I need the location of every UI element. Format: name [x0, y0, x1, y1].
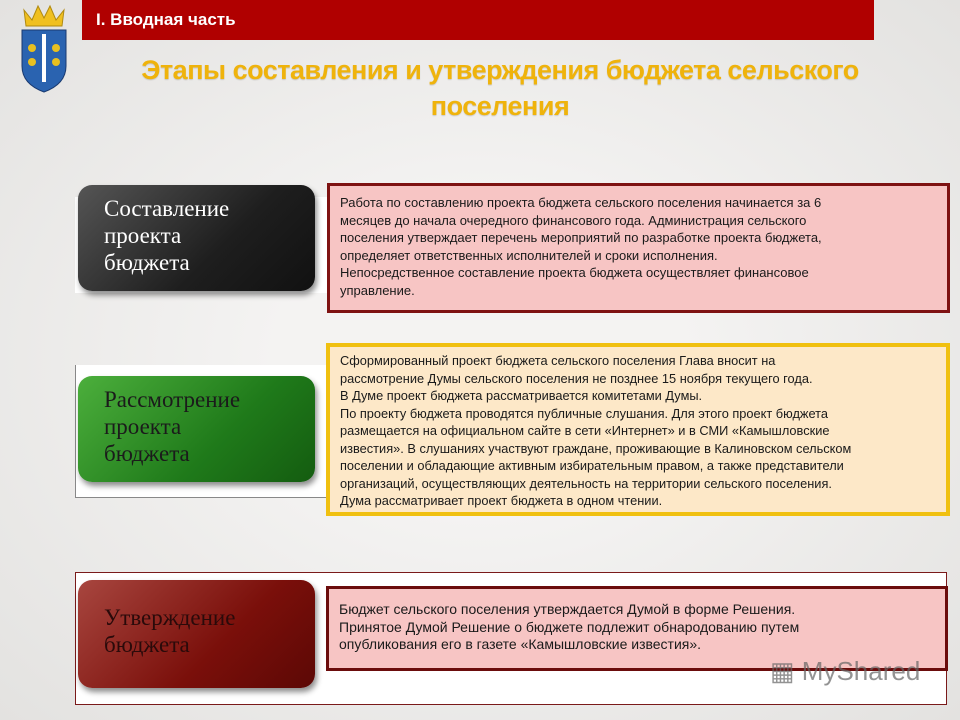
title-line: поселения [430, 91, 570, 121]
text-line: опубликования его в газете «Камышловские известия». [339, 636, 702, 652]
label-line: проекта [104, 223, 182, 248]
text-line: По проекту бюджета проводятся публичные слушания. Для этого проект бюджета [340, 405, 829, 421]
text-line: месяцев до начала очередного финансового года. Администрация сельского [340, 212, 807, 228]
text-line: организаций, осуществляющих деятельность на территории сельского поселения. [340, 475, 832, 491]
text-line: Принятое Думой Решение о бюджете подлежит обнародованию путем [339, 618, 800, 635]
watermark-text: MyShared [801, 656, 921, 686]
label-line: Составление [104, 196, 230, 221]
stage-button-compose [78, 185, 315, 291]
text-line: Бюджет сельского поселения утверждается Думой в форме Решения. [339, 601, 796, 617]
stage-description-review [326, 343, 950, 516]
text-line: управление. [340, 282, 415, 298]
watermark [770, 656, 920, 687]
label-line: бюджета [104, 250, 190, 275]
text-line: Непосредственное составление проекта бюджета осуществляет финансовое [340, 265, 809, 280]
stage-button-approve [78, 580, 315, 688]
label-line: Рассмотрение [104, 387, 241, 412]
text-line: В Думе проект бюджета рассматривается комитетами Думы. [340, 388, 703, 403]
label-line: Утверждение [104, 605, 236, 630]
text-line: известия». В слушаниях участвуют граждане, проживающие в Калиновском сельском [340, 440, 852, 456]
text-line: Работа по составлению проекта бюджета сельского поселения начинается за 6 [340, 195, 822, 210]
text-line: поселении и обладающие активным избирательным правом, а также представители [340, 458, 844, 473]
text-line: размещается на официальном сайте в сети «Интернет» и в СМИ «Камышловские [340, 423, 830, 438]
text-line: Сформированный проект бюджета сельского поселения Глава вносит на [340, 353, 776, 368]
label-line: бюджета [104, 441, 190, 466]
stage-description-compose [327, 183, 950, 313]
coat-of-arms-logo [18, 4, 70, 94]
section-header [82, 0, 874, 40]
text-line: рассмотрение Думы сельского поселения не позднее 15 ноября текущего года. [340, 370, 813, 386]
label-line: бюджета [104, 632, 190, 657]
title-line: Этапы составления и утверждения бюджета сельского [141, 55, 859, 85]
presentation-icon: ▦ [770, 656, 802, 686]
stage-button-review [78, 376, 315, 482]
label-line: проекта [104, 414, 182, 439]
slide-title [90, 52, 910, 124]
text-line: определяет ответственных исполнителей и сроки исполнения. [340, 247, 718, 263]
text-line: Дума рассматривает проект бюджета в одном чтении. [340, 493, 663, 508]
section-label: I. Вводная часть [96, 10, 236, 29]
text-line: поселения утверждает перечень мероприятий по разработке проекта бюджета, [340, 230, 822, 245]
